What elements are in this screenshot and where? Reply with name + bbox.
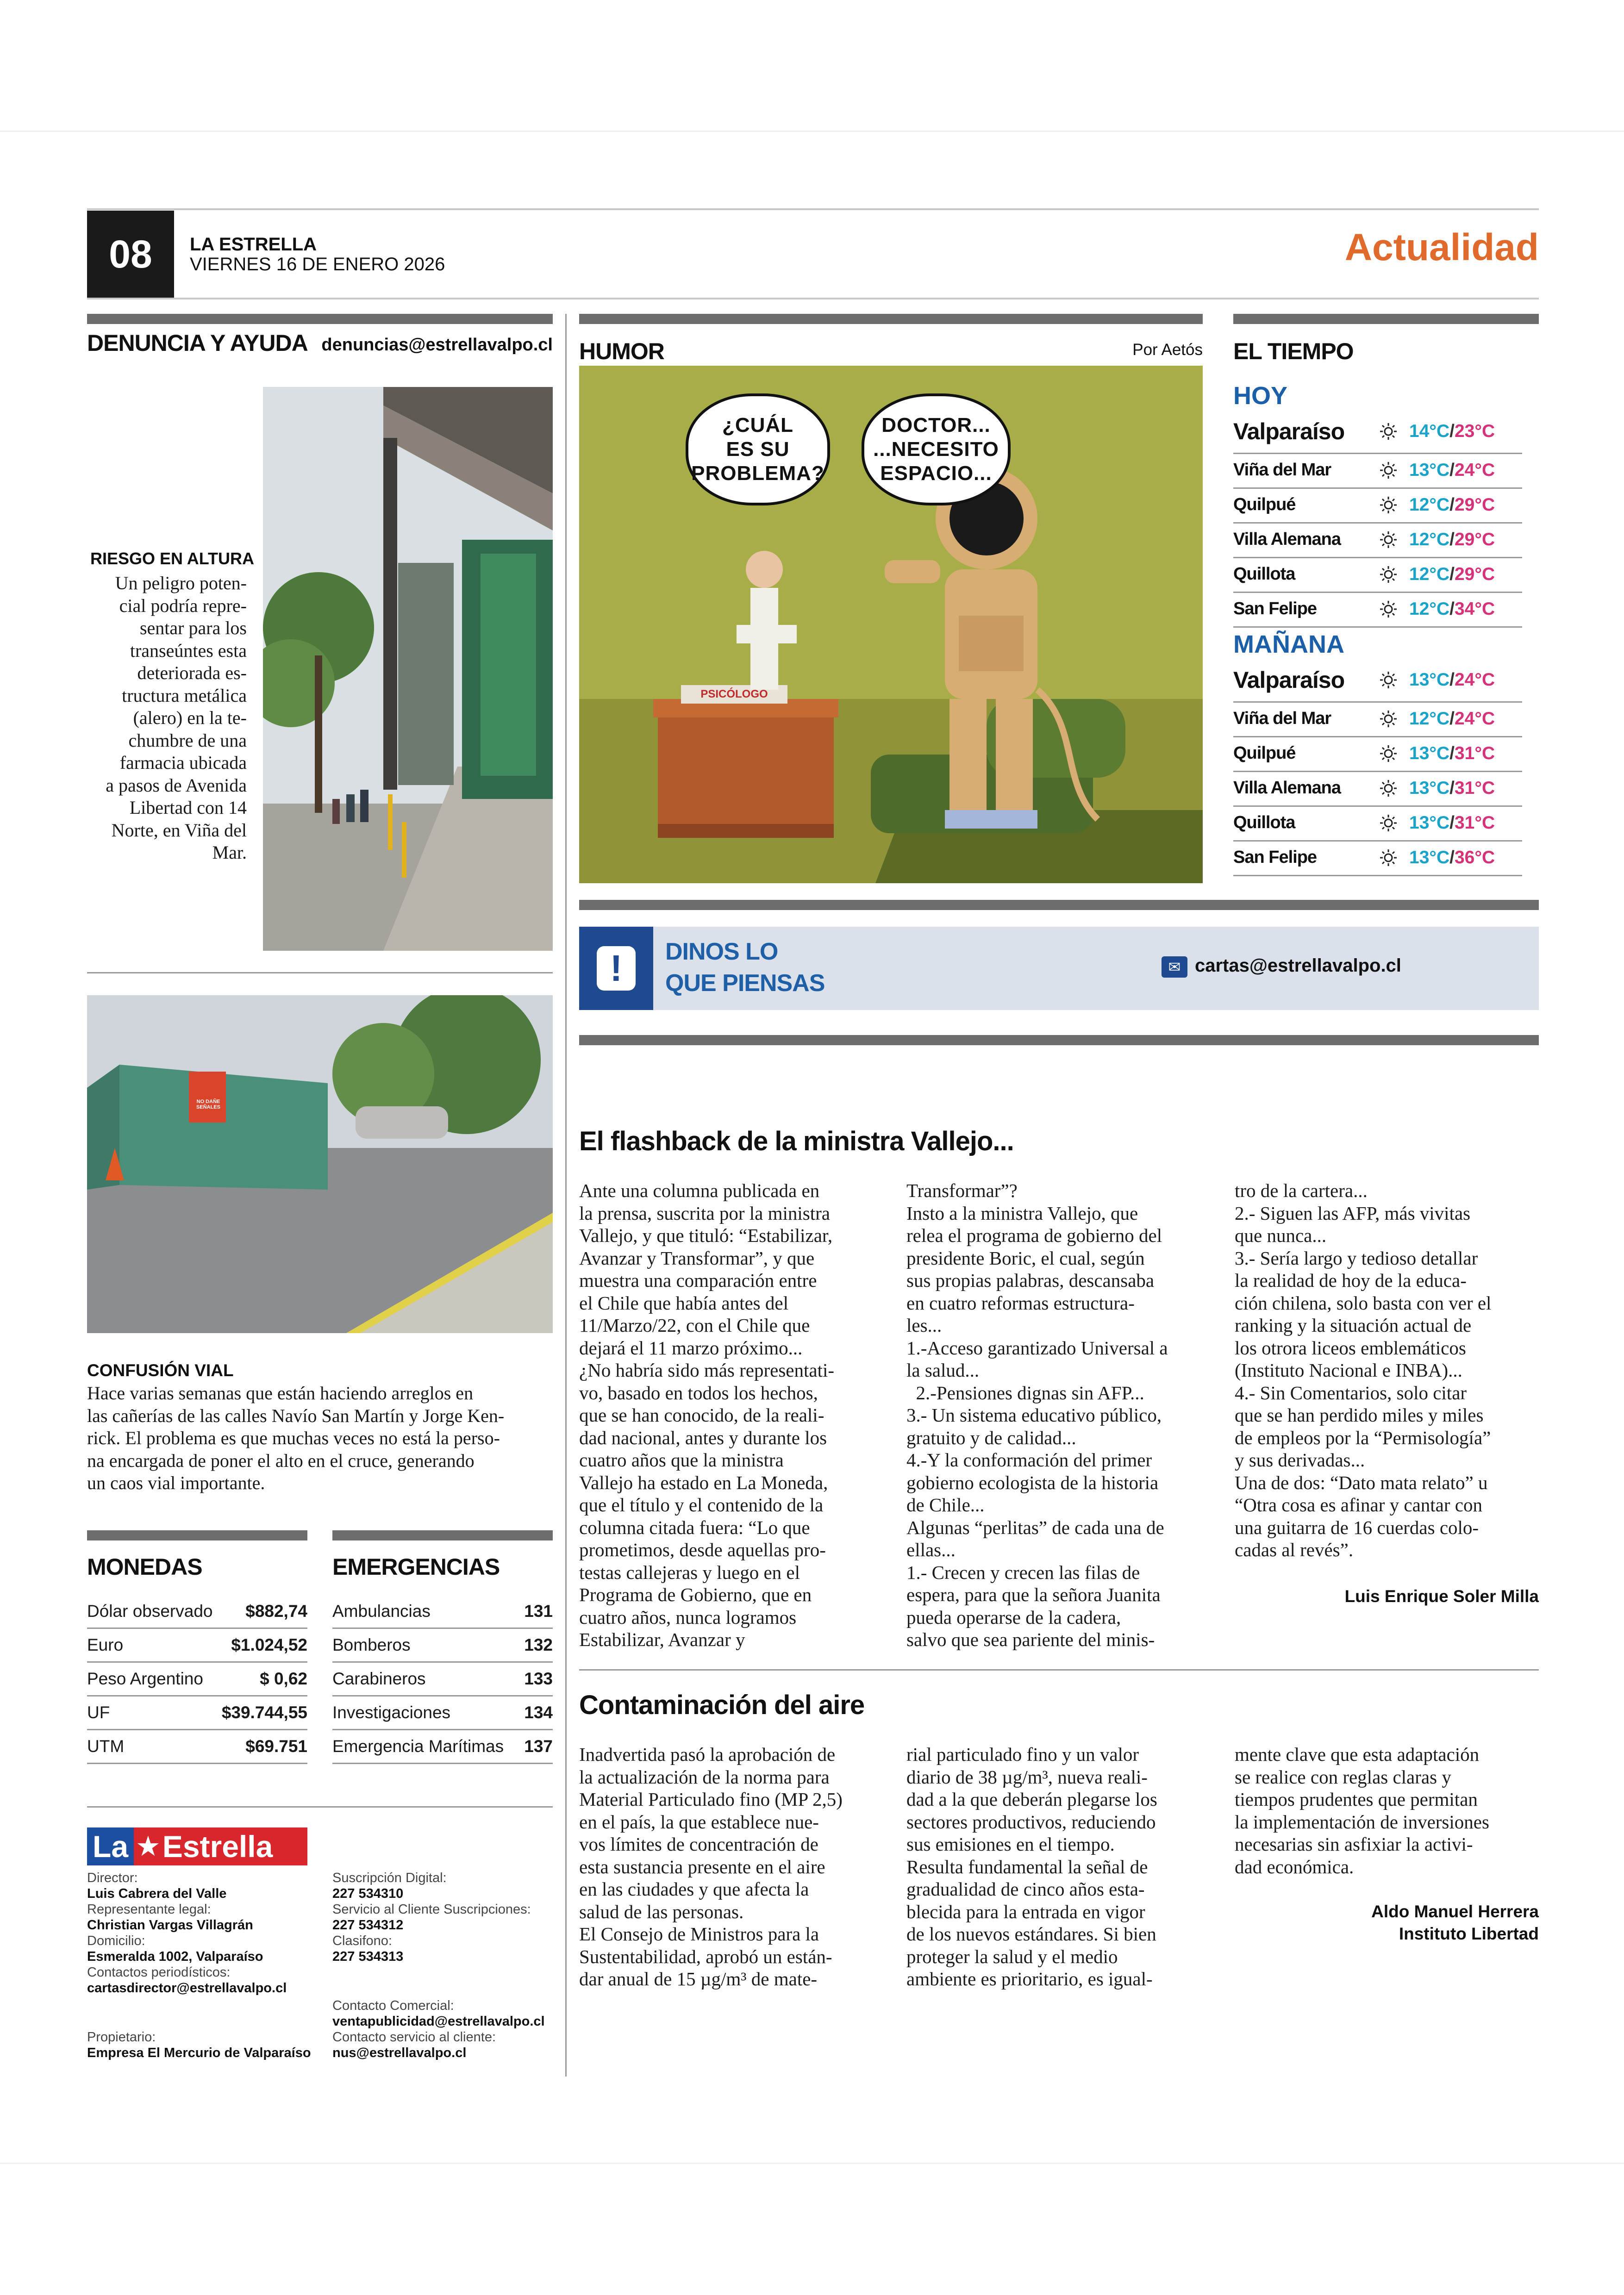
weather-row	[1233, 701, 1522, 737]
weather-city: Viña del Mar	[1233, 460, 1331, 480]
temp-min: 13°C	[1409, 812, 1450, 833]
weather-row	[1233, 557, 1522, 593]
text-line: Resulta fundamental la señal de	[906, 1856, 1148, 1877]
humor-bar	[579, 314, 1203, 324]
temp-min: 13°C	[1409, 670, 1450, 690]
text-line: ranking y la situación actual de	[1235, 1315, 1472, 1336]
letter2-title: Contaminación del aire	[579, 1690, 865, 1720]
letter2-signature-block	[1371, 1901, 1539, 1945]
text-line: 1.-Acceso garantizado Universal a	[906, 1337, 1168, 1359]
exclamation-icon: !	[597, 946, 636, 991]
sun-icon	[1368, 814, 1409, 832]
item1-title: RIESGO EN ALTURA	[90, 549, 255, 568]
imprint-owner: Propietario: Empresa El Mercurio de Valparaíso	[87, 2030, 311, 2060]
page-top-edge	[0, 131, 1624, 132]
sun-icon	[1368, 848, 1409, 867]
text-line: de empleos por la “Permisología”	[1235, 1427, 1491, 1448]
header-bottom-rule	[87, 298, 1539, 299]
weather-row	[1233, 453, 1522, 489]
dinos-banner	[579, 927, 1539, 1010]
text-line: 4.- Sin Comentarios, solo citar	[1235, 1382, 1467, 1403]
text-line: presidente Boric, el cual, según	[906, 1247, 1145, 1269]
text-line: el Chile que había antes del	[579, 1292, 788, 1314]
weather-city: Quilpué	[1233, 495, 1296, 514]
text-line: una guitarra de 16 cuerdas colo-	[1235, 1516, 1479, 1538]
humor-cartoon	[579, 366, 1203, 883]
monedas-row: UTM $69.751	[87, 1730, 307, 1764]
text-line: muestra una comparación entre	[579, 1270, 817, 1291]
photo-road-works	[87, 995, 553, 1333]
weather-row	[1233, 736, 1522, 772]
text-line: en cuatro reformas estructura-	[906, 1292, 1135, 1314]
temp-max: 34°C	[1454, 599, 1495, 619]
page-number: 08	[109, 232, 152, 276]
monedas-bar	[87, 1530, 307, 1540]
text-line: dad a la que deberán plegarse los	[906, 1789, 1157, 1810]
temp-separator: /	[1449, 529, 1455, 549]
weather-city: Viña del Mar	[1233, 709, 1331, 728]
text-line: en las ciudades y que afecta la	[579, 1878, 809, 1900]
letter1-col1	[579, 1179, 894, 1651]
temp-min: 12°C	[1409, 708, 1450, 729]
text-line: la actualización de la norma para	[579, 1766, 830, 1788]
text-line: Sustentabilidad, aprobó un están-	[579, 1946, 832, 1967]
emergencias-row: Emergencia Marítimas 137	[332, 1730, 553, 1764]
temp-max: 31°C	[1454, 778, 1495, 798]
temp-min: 13°C	[1409, 778, 1450, 798]
letter2-signature: Aldo Manuel Herrera	[1371, 1902, 1539, 1921]
text-line: gradualidad de cinco años esta-	[906, 1878, 1145, 1900]
dinos-line1: DINOS LO	[665, 938, 778, 965]
text-line: la realidad de hoy de la educa-	[1235, 1270, 1467, 1291]
temp-min: 12°C	[1409, 599, 1450, 619]
text-line: 2.- Siguen las AFP, más vivitas	[1235, 1202, 1471, 1224]
bubble-astronaut: DOCTOR... ...NECESITO ESPACIO...	[862, 393, 1011, 505]
desk-sign: PSICÓLOGO	[700, 688, 768, 700]
temp-separator: /	[1449, 847, 1455, 867]
temp-separator: /	[1449, 460, 1455, 480]
text-line: relea el programa de gobierno del	[906, 1225, 1162, 1246]
header-top-rule	[87, 208, 1539, 210]
text-line: 2.-Pensiones dignas sin AFP...	[906, 1382, 1144, 1403]
temp-max: 31°C	[1454, 812, 1495, 833]
text-line: se realice con reglas claras y	[1235, 1766, 1451, 1788]
emergencias-row: Ambulancias 131	[332, 1595, 553, 1629]
photo-building-awning-drawing	[263, 387, 553, 951]
weather-city: Quillota	[1233, 813, 1295, 832]
weather-city: Valparaíso	[1233, 418, 1345, 444]
weather-temp	[1409, 421, 1522, 442]
weather-temp	[1409, 778, 1522, 798]
temp-max: 29°C	[1454, 494, 1495, 515]
emergencias-row: Carabineros 133	[332, 1663, 553, 1696]
sun-icon	[1368, 496, 1409, 514]
text-line: que nunca...	[1235, 1225, 1327, 1246]
text-line: dar anual de 15 µg/m³ de mate-	[579, 1968, 818, 1989]
text-line: Avanzar y Transformar”, y que	[579, 1247, 815, 1269]
emergencias-title: EMERGENCIAS	[332, 1554, 500, 1580]
weather-temp	[1409, 564, 1522, 585]
issue-date: VIERNES 16 DE ENERO 2026	[190, 254, 445, 274]
text-line: mente clave que esta adaptación	[1235, 1744, 1480, 1765]
sun-icon	[1368, 422, 1409, 441]
left-column-divider	[565, 314, 567, 2077]
temp-min: 14°C	[1409, 421, 1450, 441]
text-line: “Otra cosa es afinar y cantar con	[1235, 1494, 1482, 1515]
text-line: les...	[906, 1315, 942, 1336]
sign-text: NO DAÑE SEÑALES	[196, 1099, 220, 1110]
temp-max: 29°C	[1454, 529, 1495, 549]
text-line: tro de la cartera...	[1235, 1180, 1368, 1201]
text-line: testas callejeras y luego en el	[579, 1561, 800, 1583]
text-line: sectores productivos, reduciendo	[906, 1811, 1156, 1833]
item2-title: CONFUSIÓN VIAL	[87, 1361, 234, 1380]
monedas-row: Dólar observado $882,74	[87, 1595, 307, 1629]
weather-row	[1233, 659, 1522, 703]
temp-max: 29°C	[1454, 564, 1495, 584]
text-line: El Consejo de Ministros para la	[579, 1923, 819, 1945]
humor-title: HUMOR	[579, 338, 664, 364]
weather-city: San Felipe	[1233, 599, 1317, 618]
temp-separator: /	[1449, 812, 1455, 833]
text-line: Material Particulado fino (MP 2,5)	[579, 1789, 843, 1810]
emergencias-bar	[332, 1530, 553, 1540]
text-line: rial particulado fino y un valor	[906, 1744, 1139, 1765]
text-line: cuatro años que la ministra	[579, 1449, 784, 1471]
sun-icon	[1368, 710, 1409, 728]
denuncia-section-bar	[87, 314, 553, 324]
imprint-col1: Director: Luis Cabrera del Valle Representante legal: Christian Vargas Villagrán Domicilio: Esmeralda 1002, Valparaíso Contactos periodísticos: cartasdirector@estrellavalpo.cl	[87, 1871, 287, 1996]
text-line: espera, para que la señora Juanita	[906, 1584, 1161, 1605]
weather-temp	[1409, 743, 1522, 764]
text-line: que se han perdido miles y miles	[1235, 1404, 1484, 1426]
text-line: Una de dos: “Dato mata relato” u	[1235, 1472, 1488, 1493]
text-line: necesarias sin asfixiar la activi-	[1235, 1834, 1473, 1855]
weather-city: Villa Alemana	[1233, 530, 1341, 549]
weather-temp	[1409, 709, 1522, 729]
text-line: ellas...	[906, 1539, 956, 1560]
temp-max: 36°C	[1454, 847, 1495, 867]
text-line: pueda operarse de la cadera,	[906, 1606, 1121, 1628]
text-line: la salud...	[906, 1360, 980, 1381]
weather-city: San Felipe	[1233, 848, 1317, 867]
imprint-top-rule	[87, 1806, 553, 1808]
denuncia-title: DENUNCIA Y AYUDA	[87, 330, 308, 356]
weather-city: Quilpué	[1233, 743, 1296, 763]
monedas-row: UF $39.744,55	[87, 1696, 307, 1730]
text-line: esta sustancia presente en el aire	[579, 1856, 825, 1877]
temp-max: 31°C	[1454, 743, 1495, 763]
text-line: dad nacional, antes y durante los	[579, 1427, 827, 1448]
weather-temp	[1409, 813, 1522, 833]
weather-temp	[1409, 670, 1522, 690]
logo-star-icon: ★	[134, 1827, 162, 1865]
temp-min: 13°C	[1409, 460, 1450, 480]
text-line: salud de las personas.	[579, 1901, 744, 1922]
text-line: gobierno ecologista de la historia	[906, 1472, 1159, 1493]
denuncia-divider	[87, 972, 553, 973]
item1-text: Un peligro poten- cial podría repre- sentar para los transeúntes esta deteriorada es- tructura metálica (alero) en la te- chumbre de una farmacia ubicada a pasos de Avenida Libertad con 14 Norte, en Viña del Mar.	[106, 573, 247, 863]
dinos-email[interactable]: cartas@estrellavalpo.cl	[1195, 955, 1401, 976]
text-line: la implementación de inversiones	[1235, 1811, 1489, 1833]
temp-separator: /	[1449, 421, 1455, 441]
monedas-title: MONEDAS	[87, 1554, 202, 1580]
text-line: de los nuevos estándares. Si bien	[906, 1923, 1156, 1945]
emergencias-row: Bomberos 132	[332, 1629, 553, 1663]
weather-row	[1233, 410, 1522, 454]
sun-icon	[1368, 461, 1409, 480]
text-line: Programa de Gobierno, que en	[579, 1584, 812, 1605]
text-line: de Chile...	[906, 1494, 985, 1515]
temp-separator: /	[1449, 670, 1455, 690]
weather-row	[1233, 805, 1522, 842]
sun-icon	[1368, 779, 1409, 798]
weather-row	[1233, 771, 1522, 807]
estrella-logo	[87, 1827, 307, 1865]
text-line: Ante una columna publicada en	[579, 1180, 820, 1201]
text-line: diario de 38 µg/m³, nueva reali-	[906, 1766, 1148, 1788]
letter2-col3	[1235, 1743, 1540, 1878]
text-line: que el título y el contenido de la	[579, 1494, 824, 1515]
text-line: dejará el 11 marzo próximo...	[579, 1337, 803, 1359]
weather-row	[1233, 840, 1522, 876]
imprint-col2: Suscripción Digital: 227 534310 Servicio al Cliente Suscripciones: 227 534312 Clasifono: 227 534313	[332, 1871, 531, 1964]
text-line: cuatro años, nunca logramos	[579, 1606, 797, 1628]
text-line: 4.-Y la conformación del primer	[906, 1449, 1152, 1471]
text-line: cadas al revés”.	[1235, 1539, 1354, 1560]
weather-row	[1233, 592, 1522, 628]
denuncia-email[interactable]: denuncias@estrellavalpo.cl	[321, 335, 553, 355]
temp-max: 23°C	[1454, 421, 1495, 441]
text-line: ción chilena, solo basta con ver el	[1235, 1292, 1492, 1314]
weather-row	[1233, 522, 1522, 558]
item2-text: Hace varias semanas que están haciendo arreglos en las cañerías de las calles Navío San Martín y Jorge Ken- rick. El problema es que muchas veces no está la perso- na encargada de poner el alto en el cruce, generando un caos vial importante.	[87, 1383, 505, 1493]
text-line: y sus derivadas...	[1235, 1449, 1365, 1471]
temp-separator: /	[1449, 494, 1455, 515]
weather-row	[1233, 487, 1522, 524]
emergencias-row: Investigaciones 134	[332, 1696, 553, 1730]
dinos-bottom-bar	[579, 1035, 1539, 1045]
weather-city: Valparaíso	[1233, 667, 1345, 693]
letter1-col2	[906, 1179, 1221, 1651]
text-line: sus propias palabras, descansaba	[906, 1270, 1155, 1291]
text-line: ¿No habría sido más representati-	[579, 1360, 835, 1381]
sun-icon	[1368, 600, 1409, 618]
letter1-signature: Luis Enrique Soler Milla	[1344, 1587, 1539, 1606]
text-line: los otrora liceos emblemáticos	[1235, 1337, 1466, 1359]
weather-temp	[1409, 530, 1522, 550]
temp-separator: /	[1449, 599, 1455, 619]
logo-left: La	[87, 1827, 134, 1865]
temp-min: 12°C	[1409, 529, 1450, 549]
temp-min: 12°C	[1409, 494, 1450, 515]
text-line: Insto a la ministra Vallejo, que	[906, 1202, 1138, 1224]
temp-separator: /	[1449, 778, 1455, 798]
monedas-row: Peso Argentino $ 0,62	[87, 1663, 307, 1696]
temp-separator: /	[1449, 708, 1455, 729]
letter1-title: El flashback de la ministra Vallejo...	[579, 1126, 1014, 1156]
weather-temp	[1409, 599, 1522, 619]
text-line: la prensa, suscrita por la ministra	[579, 1202, 830, 1224]
imprint-col2b: Contacto Comercial: ventapublicidad@estrellavalpo.cl Contacto servicio al cliente: nus@estrellavalpo.cl	[332, 1998, 545, 2060]
text-line: en el país, la que establece nue-	[579, 1811, 819, 1833]
text-line: (Instituto Nacional e INBA)...	[1235, 1360, 1462, 1381]
temp-separator: /	[1449, 743, 1455, 763]
text-line: vos límites de concentración de	[579, 1834, 818, 1855]
temp-min: 13°C	[1409, 847, 1450, 867]
dinos-line2: QUE PIENSAS	[665, 970, 825, 997]
weather-temp	[1409, 495, 1522, 515]
tiempo-bar	[1233, 314, 1539, 324]
logo-right: Estrella	[162, 1827, 307, 1865]
text-line: vo, basado en todos los hechos,	[579, 1382, 818, 1403]
weather-city: Villa Alemana	[1233, 778, 1341, 798]
text-line: Algunas “perlitas” de cada una de	[906, 1516, 1164, 1538]
text-line: que se han conocido, de la reali-	[579, 1404, 824, 1426]
temp-min: 12°C	[1409, 564, 1450, 584]
letter2-signature-org: Instituto Libertad	[1399, 1924, 1539, 1943]
text-line: Inadvertida pasó la aprobación de	[579, 1744, 836, 1765]
weather-city: Quillota	[1233, 564, 1295, 584]
text-line: proteger la salud y el medio	[906, 1946, 1118, 1967]
sun-icon	[1368, 565, 1409, 584]
text-line: columna citada fuera: “Lo que	[579, 1516, 810, 1538]
text-line: blecida para la entrada en vigor	[906, 1901, 1145, 1922]
paper-name: LA ESTRELLA	[190, 234, 317, 255]
tiempo-title: EL TIEMPO	[1233, 338, 1354, 364]
page-bottom-edge	[0, 2163, 1624, 2164]
text-line: gratuito y de calidad...	[906, 1427, 1076, 1448]
letters-divider	[579, 1669, 1539, 1671]
weather-temp	[1409, 460, 1522, 480]
page-number-box	[87, 211, 174, 298]
text-line: dad económica.	[1235, 1856, 1354, 1877]
mail-icon: ✉	[1162, 956, 1187, 978]
sun-icon	[1368, 671, 1409, 689]
text-line: Vallejo ha estado en La Moneda,	[579, 1472, 828, 1493]
sun-icon	[1368, 744, 1409, 763]
hoy-label: HOY	[1233, 382, 1288, 410]
text-line: ambiente es prioritario, es igual-	[906, 1968, 1153, 1989]
letter1-col3	[1235, 1179, 1540, 1561]
monedas-row: Euro $1.024,52	[87, 1629, 307, 1663]
temp-max: 24°C	[1454, 460, 1495, 480]
letter2-col2	[906, 1743, 1221, 1990]
text-line: tiempos prudentes que permitan	[1235, 1789, 1478, 1810]
text-line: prometimos, desde aquellas pro-	[579, 1539, 826, 1560]
weather-temp	[1409, 848, 1522, 868]
humor-byline: Por Aetós	[1132, 341, 1203, 359]
temp-separator: /	[1449, 564, 1455, 584]
bubble-psychologist: ¿CUÁL ES SU PROBLEMA?	[686, 393, 830, 505]
dinos-top-bar	[579, 900, 1539, 910]
text-line: sus emisiones en el tiempo.	[906, 1834, 1115, 1855]
letter2-col1	[579, 1743, 894, 1990]
temp-max: 24°C	[1454, 708, 1495, 729]
dinos-alert-icon	[579, 927, 653, 1010]
text-line: 1.- Crecen y crecen las filas de	[906, 1561, 1140, 1583]
text-line: Transformar”?	[906, 1180, 1018, 1201]
text-line: 3.- Un sistema educativo público,	[906, 1404, 1162, 1426]
temp-min: 13°C	[1409, 743, 1450, 763]
photo-road-works-drawing	[87, 995, 553, 1333]
photo-building-awning	[263, 387, 553, 951]
section-title: Actualidad	[1344, 226, 1539, 268]
text-line: Estabilizar, Avanzar y	[579, 1629, 745, 1650]
text-line: salvo que sea pariente del minis-	[906, 1629, 1155, 1650]
sun-icon	[1368, 530, 1409, 549]
manana-label: MAÑANA	[1233, 630, 1344, 658]
text-line: 11/Marzo/22, con el Chile que	[579, 1315, 810, 1336]
text-line: Vallejo, y que tituló: “Estabilizar,	[579, 1225, 833, 1246]
text-line: 3.- Sería largo y tedioso detallar	[1235, 1247, 1478, 1269]
temp-max: 24°C	[1454, 670, 1495, 690]
